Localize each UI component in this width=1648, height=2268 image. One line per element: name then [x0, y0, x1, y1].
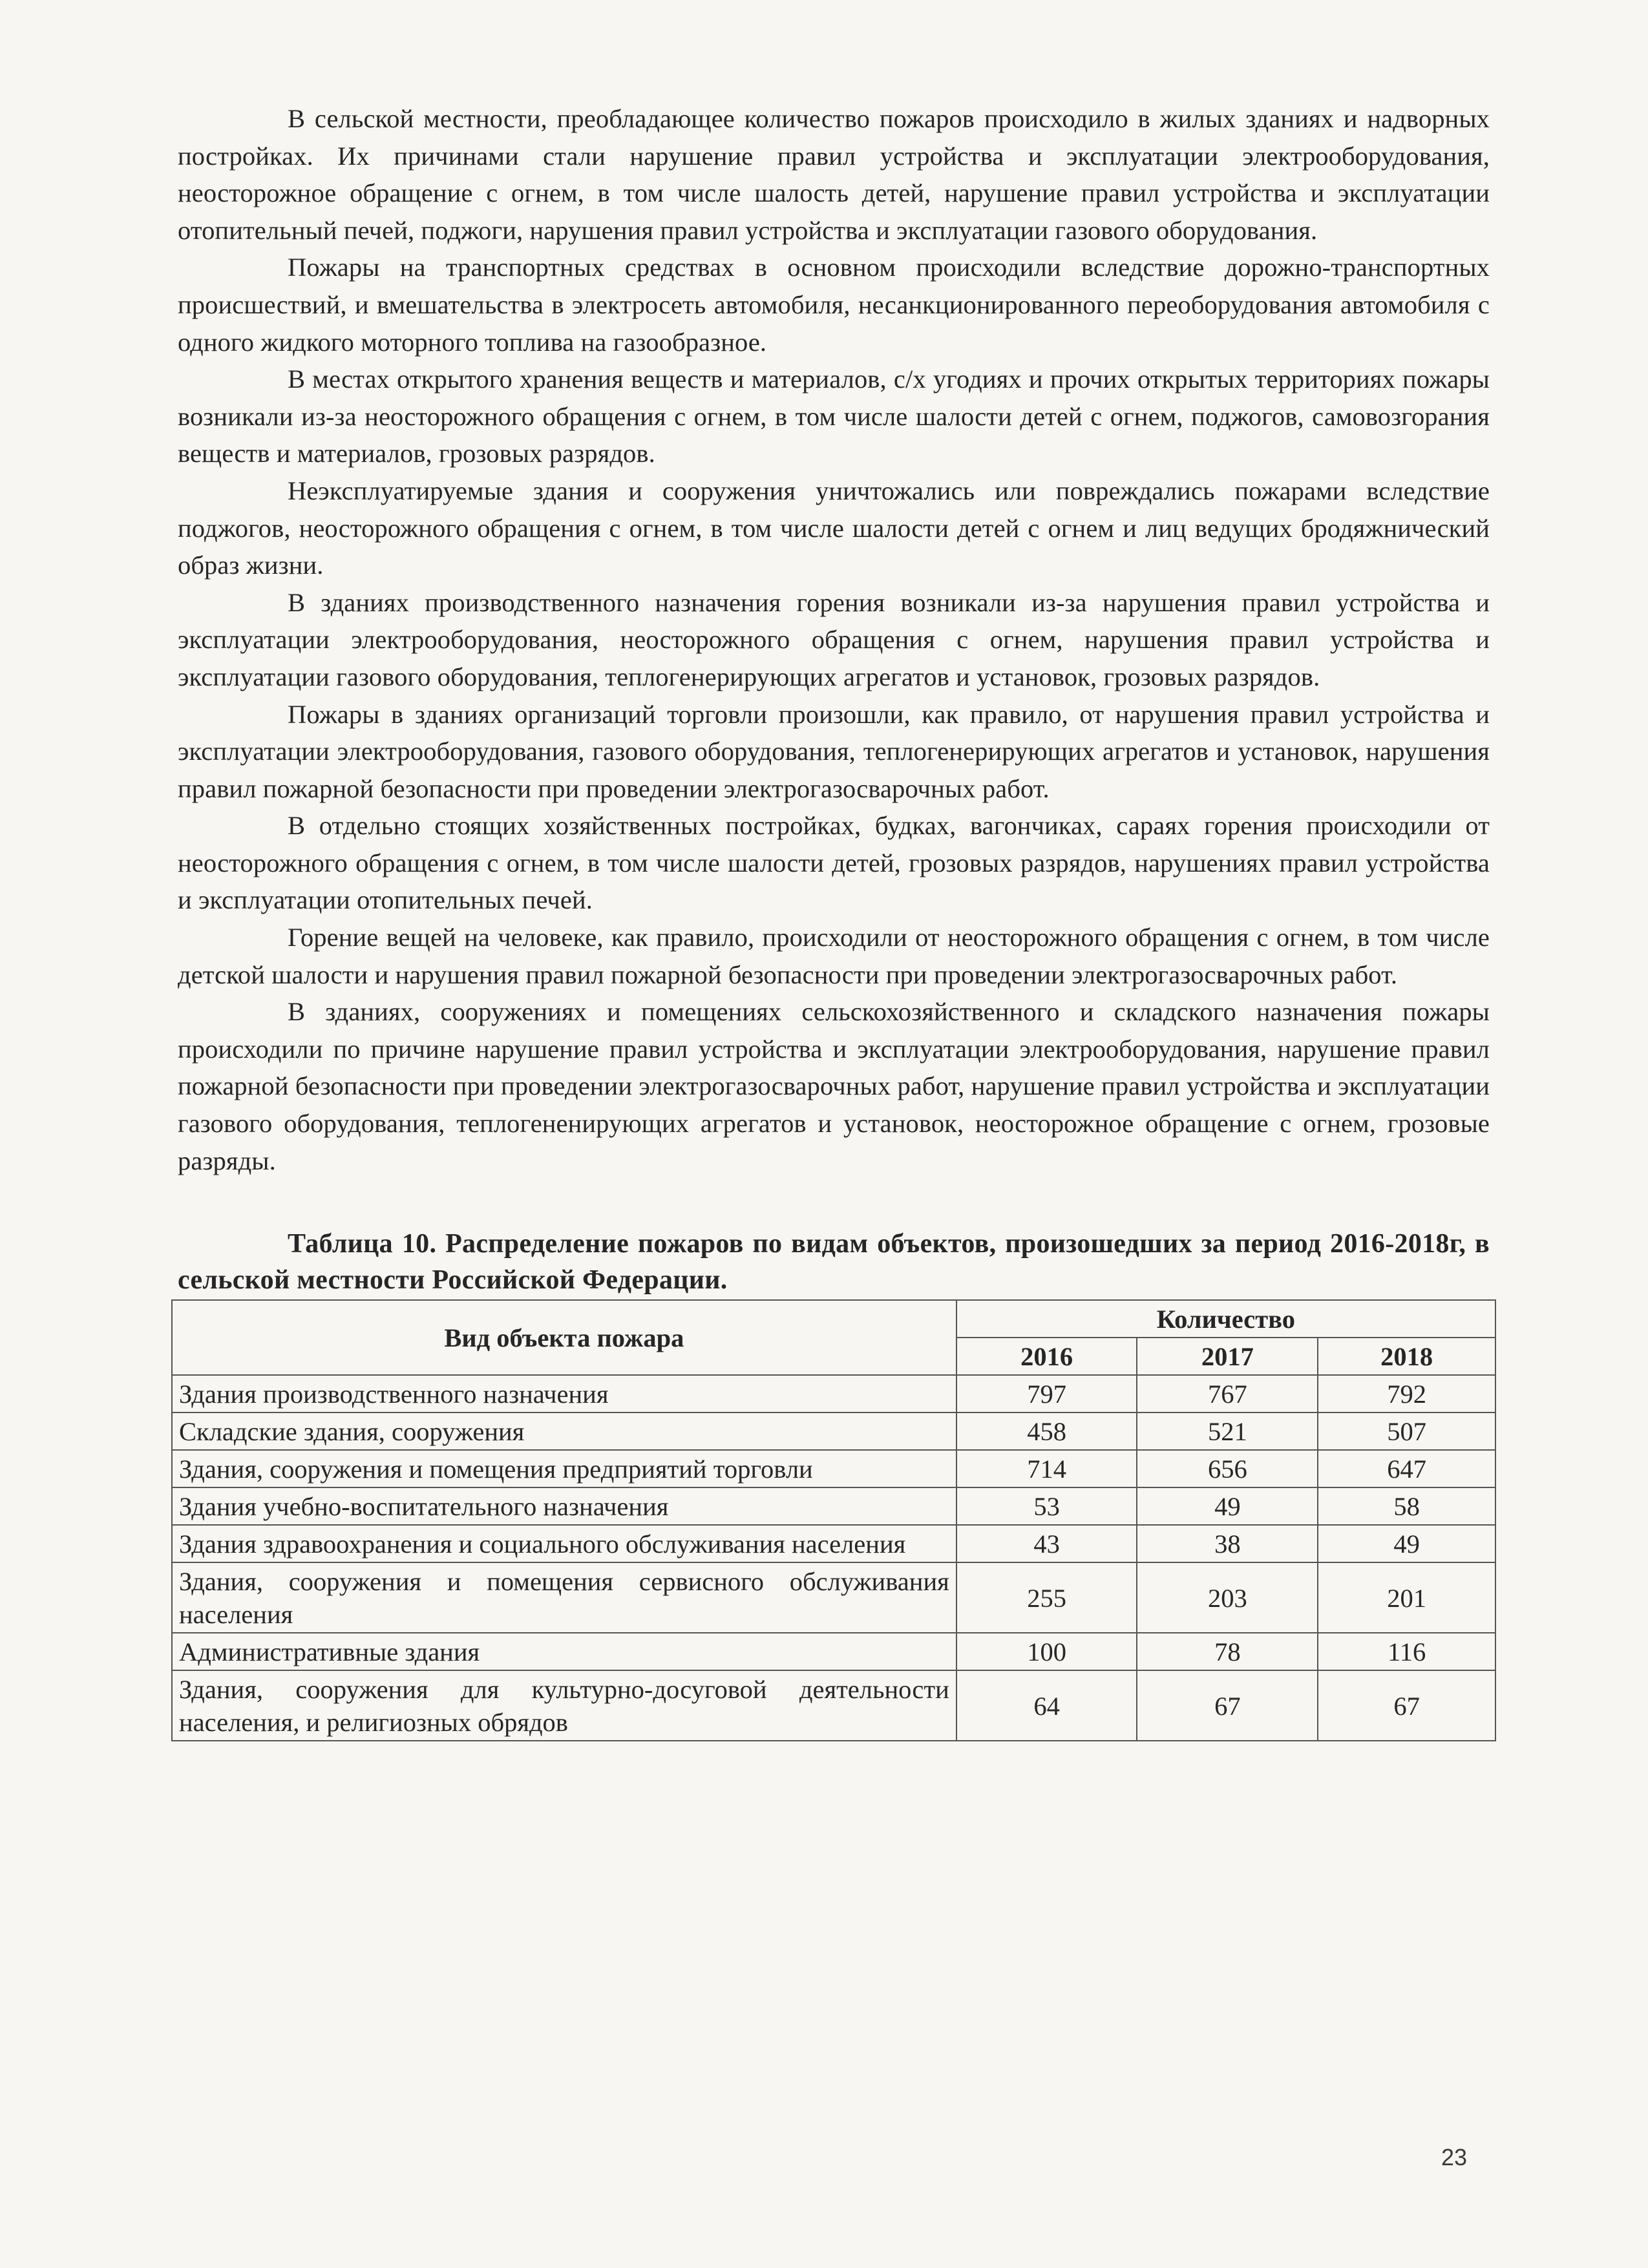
paragraph-1: В сельской местности, преобладающее количество пожаров происходило в жилых зданиях и надворных постройках. Их причинами стали нарушение правил устройства и эксплуатации электрооборудования, неосторожное обращение с огнем, в том числе шалость детей, нарушение правил устройства и эксплуатации отопительный печей, поджоги, нарушения правил устройства и эксплуатации газового оборудования. [178, 104, 1490, 245]
cell-2017: 521 [1137, 1412, 1318, 1450]
table-row [172, 1375, 1495, 1412]
cell-2017: 49 [1137, 1487, 1318, 1525]
cell-2017: 78 [1137, 1633, 1318, 1670]
header-year-2016: 2016 [956, 1338, 1137, 1375]
cell-2016: 53 [956, 1487, 1137, 1525]
cell-2016: 43 [956, 1525, 1137, 1562]
cell-2018: 116 [1318, 1633, 1495, 1670]
cell-2016: 458 [956, 1412, 1137, 1450]
row-name: Складские здания, сооружения [172, 1412, 956, 1450]
header-year-2017: 2017 [1137, 1338, 1318, 1375]
table-row [172, 1450, 1495, 1487]
cell-2018: 58 [1318, 1487, 1495, 1525]
row-name: Административные здания [172, 1633, 956, 1670]
row-name: Здания, сооружения для культурно-досуговой деятельности населения, и религиозных обрядов [172, 1670, 956, 1741]
paragraph-4: Неэксплуатируемые здания и сооружения уничтожались или повреждались пожарами вследствие поджогов, неосторожного обращения с огнем, в том числе шалости детей с огнем и лиц ведущих бродяжнический образ жизни. [178, 476, 1490, 580]
table-row [172, 1562, 1495, 1633]
table-header-row [172, 1300, 1495, 1338]
cell-2017: 67 [1137, 1670, 1318, 1741]
cell-2017: 767 [1137, 1375, 1318, 1412]
paragraph-2: Пожары на транспортных средствах в основном происходили вследствие дорожно-транспортных происшествий, и вмешательства в электросеть автомобиля, несанкционированного переоборудования автомобиля с одного жидкого моторного топлива на газообразное. [178, 253, 1490, 357]
body-text [178, 100, 1490, 1179]
cell-2018: 792 [1318, 1375, 1495, 1412]
cell-2017: 38 [1137, 1525, 1318, 1562]
fires-by-object-table [171, 1299, 1496, 1741]
row-name: Здания, сооружения и помещения предприятий торговли [172, 1450, 956, 1487]
table-row [172, 1525, 1495, 1562]
paragraph-6: Пожары в зданиях организаций торговли произошли, как правило, от нарушения правил устройства и эксплуатации электрооборудования, газового оборудования, теплогенерирующих агрегатов и установок, нарушения правил пожарной безопасности при проведении электрогазосварочных работ. [178, 699, 1490, 803]
header-object-type: Вид объекта пожара [172, 1300, 956, 1375]
paragraph-9: В зданиях, сооружениях и помещениях сельскохозяйственного и складского назначения пожары происходили по причине нарушение правил устройства и эксплуатации электрооборудования, нарушение правил пожарной безопасности при проведении электрогазосварочных работ, нарушение правил устройства и эксплуатации газового оборудования, теплогененирующих агрегатов и установок, неосторожное обращение с огнем, грозовые разряды. [178, 997, 1490, 1175]
cell-2018: 507 [1318, 1412, 1495, 1450]
cell-2016: 100 [956, 1633, 1137, 1670]
table-caption: Таблица 10. Распределение пожаров по видам объектов, произошедших за период 2016-2018г, в сельской местности Российской Федерации. [178, 1229, 1490, 1296]
cell-2016: 255 [956, 1562, 1137, 1633]
row-name: Здания, сооружения и помещения сервисного обслуживания населения [172, 1562, 956, 1633]
paragraph-7: В отдельно стоящих хозяйственных постройках, будках, вагончиках, сараях горения происходили от неосторожного обращения с огнем, в том числе шалости детей, грозовых разрядов, нарушениях правил устройства и эксплуатации отопительных печей. [178, 811, 1490, 915]
cell-2016: 64 [956, 1670, 1137, 1741]
table-row [172, 1633, 1495, 1670]
cell-2017: 203 [1137, 1562, 1318, 1633]
cell-2018: 49 [1318, 1525, 1495, 1562]
row-name: Здания здравоохранения и социального обслуживания населения [172, 1525, 956, 1562]
cell-2018: 67 [1318, 1670, 1495, 1741]
paragraph-5: В зданиях производственного назначения горения возникали из-за нарушения правил устройства и эксплуатации электрооборудования, неосторожного обращения с огнем, нарушения правил устройства и эксплуатации газового оборудования, теплогенерирующих агрегатов и установок, грозовых разрядов. [178, 587, 1490, 691]
table-row [172, 1487, 1495, 1525]
header-count: Количество [956, 1300, 1495, 1338]
paragraph-3: В местах открытого хранения веществ и материалов, с/х угодиях и прочих открытых территориях пожары возникали из-за неосторожного обращения с огнем, в том числе шалости детей с огнем, поджогов, самовозгорания веществ и материалов, грозовых разрядов. [178, 364, 1490, 468]
row-name: Здания учебно-воспитательного назначения [172, 1487, 956, 1525]
cell-2018: 647 [1318, 1450, 1495, 1487]
paragraph-8: Горение вещей на человеке, как правило, происходили от неосторожного обращения с огнем, в том числе детской шалости и нарушения правил пожарной безопасности при проведении электрогазосварочных работ. [178, 923, 1490, 989]
row-name: Здания производственного назначения [172, 1375, 956, 1412]
table-row [172, 1412, 1495, 1450]
table-row [172, 1670, 1495, 1741]
document-page [178, 100, 1490, 1741]
header-year-2018: 2018 [1318, 1338, 1495, 1375]
cell-2017: 656 [1137, 1450, 1318, 1487]
cell-2016: 714 [956, 1450, 1137, 1487]
page-number: 23 [1441, 2144, 1468, 2170]
cell-2018: 201 [1318, 1562, 1495, 1633]
cell-2016: 797 [956, 1375, 1137, 1412]
